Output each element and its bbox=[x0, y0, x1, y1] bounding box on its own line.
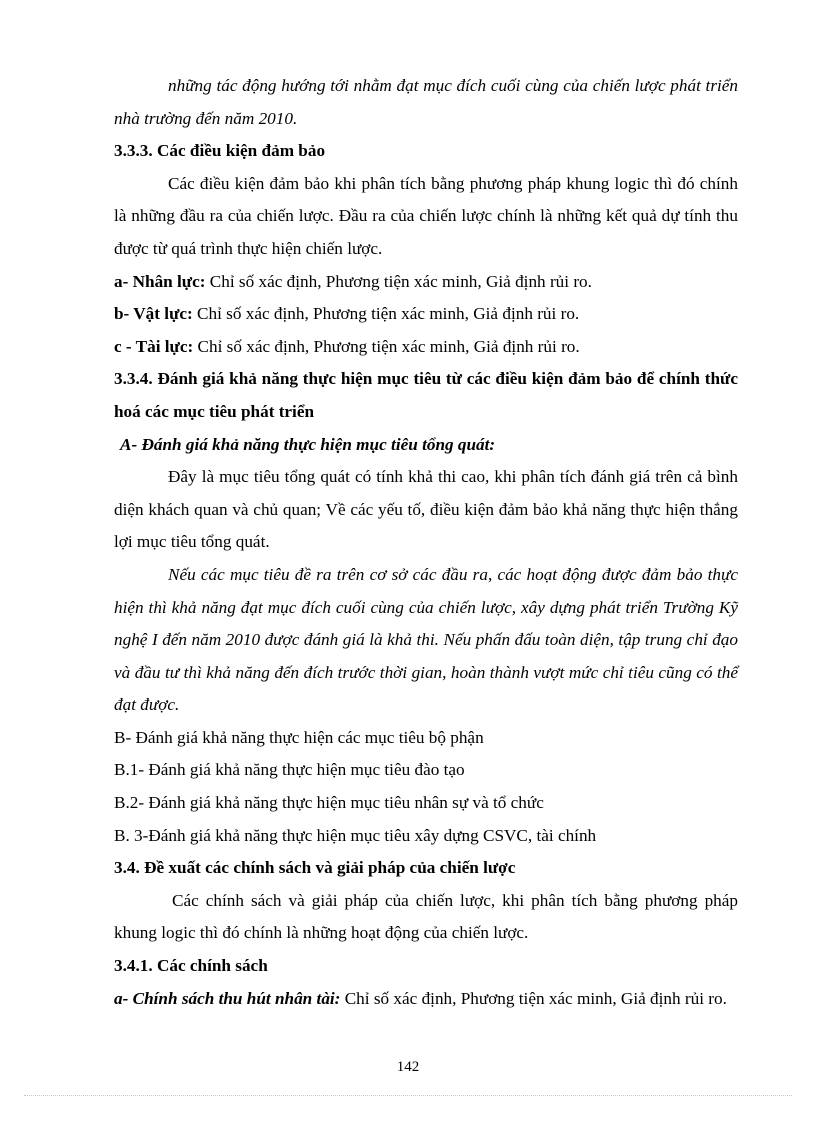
list-item-label: a- Nhân lực: bbox=[114, 271, 206, 291]
paragraph-policies-solutions: Các chính sách và giải pháp của chiến lược, khi phân tích bằng phương pháp khung logic thì đó chính là những hoạt động của chiến lược. bbox=[114, 890, 738, 943]
list-item-label: c - Tài lực: bbox=[114, 336, 194, 356]
list-item-text: Chỉ số xác định, Phương tiện xác minh, Giả định rủi ro. bbox=[192, 304, 580, 324]
paragraph-general-objective: Đây là mục tiêu tổng quát có tính khả thi cao, khi phân tích đánh giá trên cả bình diện khách quan và chủ quan; Về các yếu tố, điều kiện đảm bảo khả năng thực hiện thắng lợi mục tiêu tổng quát. bbox=[114, 467, 738, 552]
heading-3-3-3: 3.3.3. Các điều kiện đảm bảo bbox=[114, 141, 326, 161]
list-item-material-resources bbox=[114, 298, 738, 331]
heading-section-a: A- Đánh giá khả năng thực hiện mục tiêu tổng quát: bbox=[120, 434, 496, 454]
list-item-text: Chỉ số xác định, Phương tiện xác minh, Giả định rủi ro. bbox=[205, 271, 592, 291]
heading-3-4-1: 3.4.1. Các chính sách bbox=[114, 956, 268, 976]
list-item-financial-resources bbox=[114, 331, 738, 364]
list-item-label: a- Chính sách thu hút nhân tài: bbox=[114, 988, 341, 1008]
page-number: 142 bbox=[396, 1059, 420, 1075]
list-item-human-resources bbox=[114, 266, 738, 299]
paragraph-continuation: những tác động hướng tới nhằm đạt mục đích cuối cùng của chiến lược phát triển nhà trường đến năm 2010. bbox=[114, 76, 738, 128]
heading-section-b: B- Đánh giá khả năng thực hiện các mục tiêu bộ phận bbox=[114, 727, 484, 747]
list-item-talent-policy bbox=[114, 983, 738, 1016]
heading-section-b3: B. 3-Đánh giá khả năng thực hiện mục tiêu xây dựng CSVC, tài chính bbox=[114, 825, 597, 845]
page-bottom-divider bbox=[24, 1095, 792, 1096]
list-item-text: Chỉ số xác định, Phương tiện xác minh, Giả định rủi ro. bbox=[193, 336, 580, 356]
list-item-text: Chỉ số xác định, Phương tiện xác minh, Giả định rủi ro. bbox=[340, 988, 727, 1008]
heading-section-b2: B.2- Đánh giá khả năng thực hiện mục tiêu nhân sự và tổ chức bbox=[114, 793, 544, 813]
paragraph-conditions: Các điều kiện đảm bảo khi phân tích bằng phương pháp khung logic thì đó chính là những đầu ra của chiến lược. Đầu ra của chiến lược chính là những kết quả dự tính thu được từ quá trình thực hiện chiến lược. bbox=[114, 173, 738, 258]
page-body bbox=[114, 70, 738, 1015]
heading-3-4: 3.4. Đề xuất các chính sách và giải pháp của chiến lược bbox=[114, 858, 516, 878]
heading-3-3-4: 3.3.4. Đánh giá khả năng thực hiện mục tiêu từ các điều kiện đảm bảo để chính thức hoá các mục tiêu phát triển bbox=[114, 369, 738, 421]
list-item-label: b- Vật lực: bbox=[114, 304, 193, 324]
heading-section-b1: B.1- Đánh giá khả năng thực hiện mục tiêu đào tạo bbox=[114, 760, 465, 780]
paragraph-feasibility: Nếu các mục tiêu đề ra trên cơ sở các đầu ra, các hoạt động được đảm bảo thực hiện thì khả năng đạt mục đích cuối cùng của chiến lược, xây dựng phát triển Trường Kỹ nghệ I đến năm 2010 được đánh giá là khả thi. Nếu phấn đấu toàn diện, tập trung chỉ đạo và đầu tư thì khả năng đến đích trước thời gian, hoàn thành vượt mức chỉ tiêu cũng có thể đạt được. bbox=[114, 564, 738, 715]
